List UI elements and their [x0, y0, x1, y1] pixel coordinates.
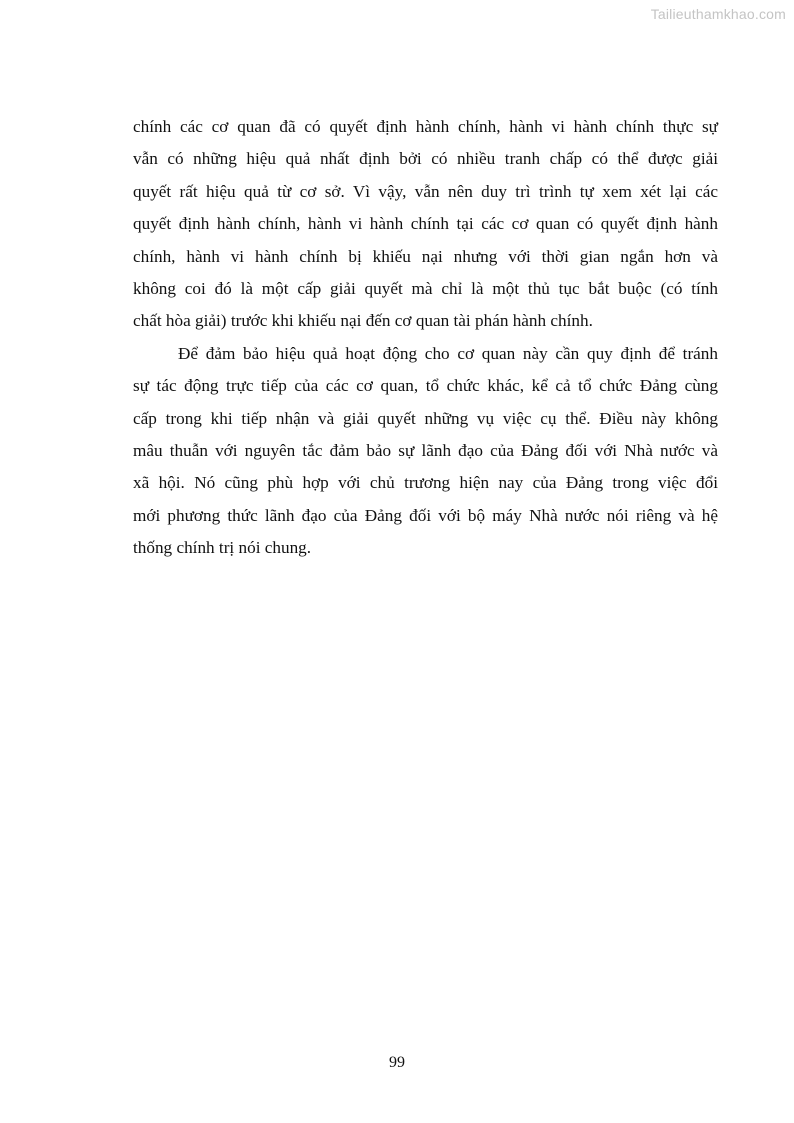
paragraph-1 [133, 111, 718, 338]
text-line: Để đảm bảo hiệu quả hoạt động cho cơ quan này cần quy định để tránh [178, 343, 718, 363]
text-line: sự tác động trực tiếp của các cơ quan, tổ chức khác, kể cả tổ chức Đảng cùng [133, 376, 718, 396]
text-line: không coi đó là một cấp giải quyết mà chỉ là một thủ tục bắt buộc (có tính [133, 278, 718, 298]
text-line: quyết rất hiệu quả từ cơ sở. Vì vậy, vẫn nên duy trì trình tự xem xét lại các [133, 181, 718, 201]
text-line: mâu thuẫn với nguyên tắc đảm bảo sự lãnh đạo của Đảng đối với Nhà nước và [133, 440, 718, 460]
text-line: thống chính trị nói chung. [133, 538, 312, 558]
body-text [133, 111, 718, 564]
text-line: xã hội. Nó cũng phù hợp với chủ trương hiện nay của Đảng trong việc đổi [133, 473, 718, 493]
text-line: mới phương thức lãnh đạo của Đảng đối với bộ máy Nhà nước nói riêng và hệ [133, 505, 718, 525]
text-line: quyết định hành chính, hành vi hành chính tại các cơ quan có quyết định hành [133, 214, 718, 234]
text-line: chính các cơ quan đã có quyết định hành chính, hành vi hành chính thực sự [133, 117, 718, 136]
text-line: vẫn có những hiệu quả nhất định bởi có nhiều tranh chấp có thể được giải [133, 149, 718, 169]
paragraph-2 [133, 338, 718, 565]
watermark: Tailieuthamkhao.com [650, 6, 786, 22]
page-number: 99 [389, 1054, 405, 1071]
text-line: chất hòa giải) trước khi khiếu nại đến cơ quan tài phán hành chính. [133, 311, 593, 331]
text-line: chính, hành vi hành chính bị khiếu nại nhưng với thời gian ngắn hơn và [133, 246, 718, 266]
text-line: cấp trong khi tiếp nhận và giải quyết những vụ việc cụ thể. Điều này không [133, 408, 718, 428]
